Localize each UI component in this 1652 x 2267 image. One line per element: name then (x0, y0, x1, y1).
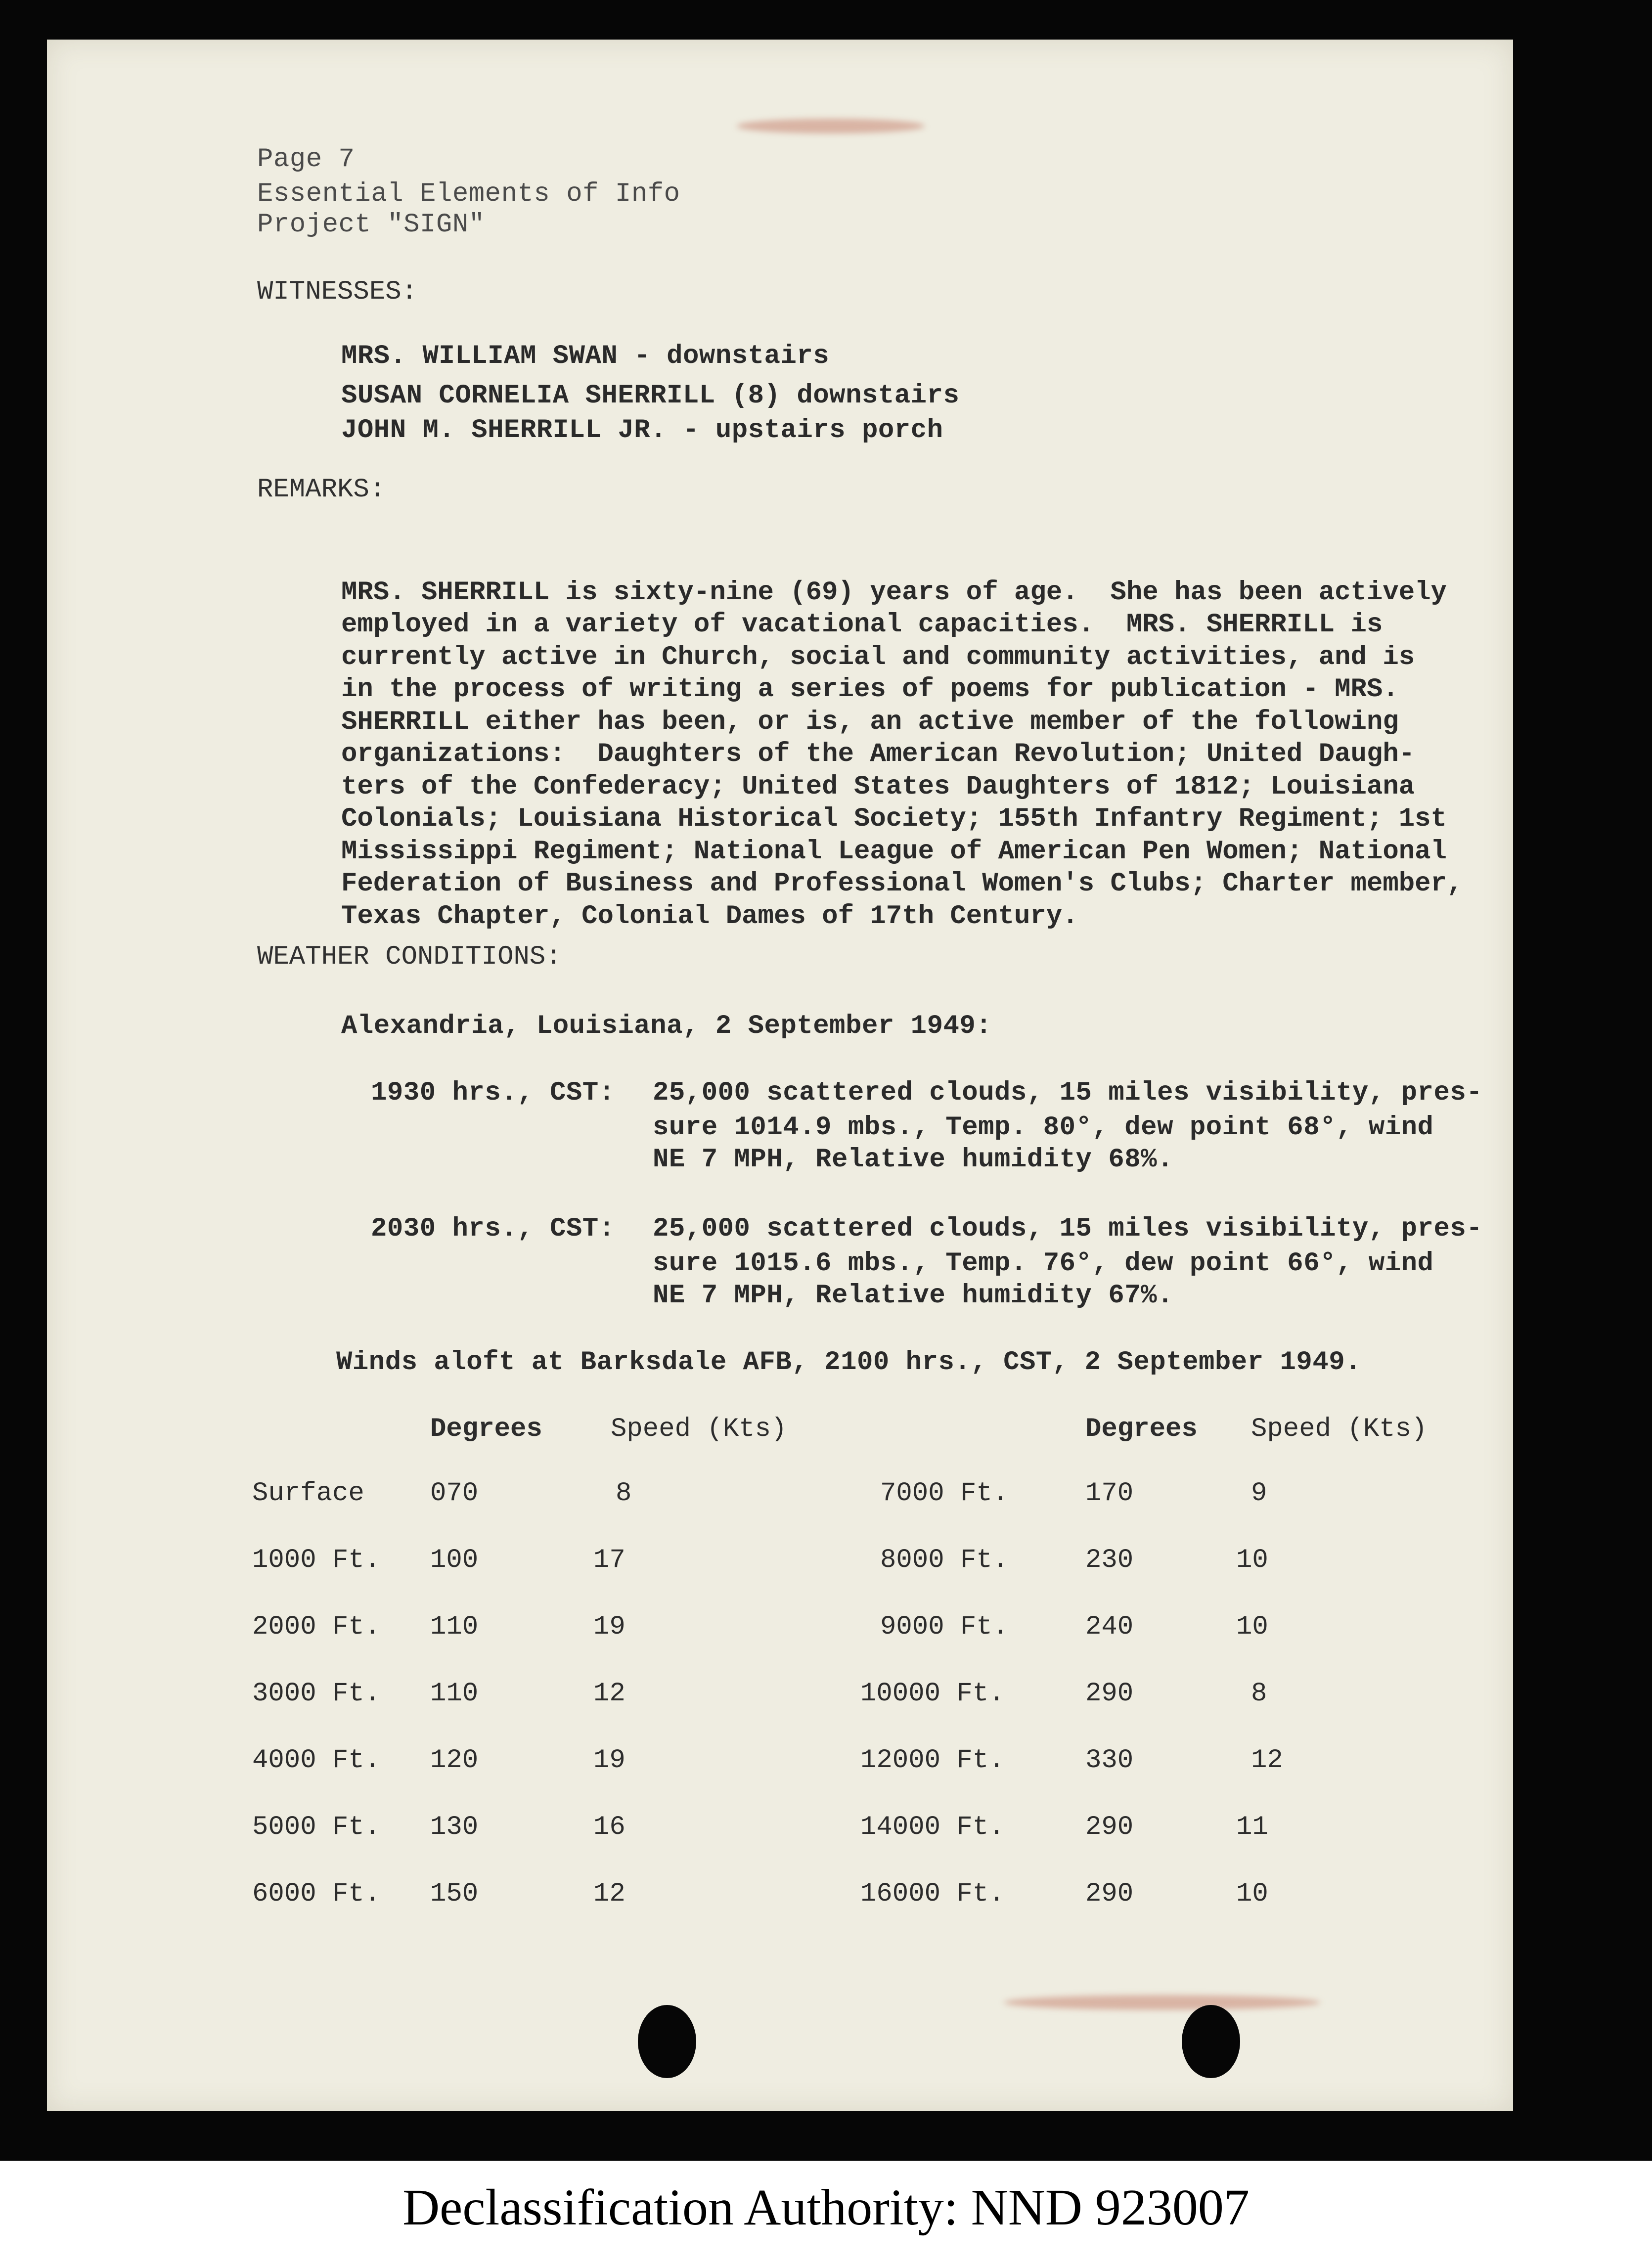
winds-row-altitude: 8000 Ft. (880, 1545, 1009, 1575)
winds-row-altitude: 9000 Ft. (880, 1612, 1009, 1642)
witness-3: JOHN M. SHERRILL JR. - upstairs porch (341, 415, 943, 445)
winds-row-degrees: 120 (430, 1745, 479, 1776)
winds-row-speed: 12 (1251, 1745, 1283, 1776)
observation-2-time: 2030 hrs., CST: (371, 1214, 615, 1244)
winds-header-degrees-right: Degrees (1085, 1414, 1198, 1444)
winds-header-speed-right: Speed (Kts) (1251, 1414, 1428, 1444)
winds-row-speed: 12 (593, 1679, 625, 1709)
project-name: Project "SIGN" (257, 210, 485, 240)
remarks-line: organizations: Daughters of the American Revolution; United Daugh- (341, 739, 1415, 769)
winds-row-speed: 9 (1251, 1478, 1267, 1509)
remarks-line: Texas Chapter, Colonial Dames of 17th Century. (341, 901, 1078, 932)
remarks-line: in the process of writing a series of poems for publication - MRS. (341, 674, 1399, 705)
observation-1-line: sure 1014.9 mbs., Temp. 80°, dew point 68°, wind (653, 1112, 1434, 1143)
remarks-paragraph (341, 544, 1493, 965)
winds-row-altitude: 7000 Ft. (880, 1478, 1009, 1509)
remarks-line: MRS. SHERRILL is sixty-nine (69) years of age. She has been actively (341, 577, 1447, 608)
remarks-line: ters of the Confederacy; United States Daughters of 1812; Louisiana (341, 771, 1415, 802)
winds-row-altitude: 6000 Ft. (252, 1879, 381, 1909)
winds-row-altitude: 4000 Ft. (252, 1745, 381, 1776)
remarks-line: currently active in Church, social and community activities, and is (341, 642, 1415, 672)
winds-row-altitude: 16000 Ft. (860, 1879, 1005, 1909)
winds-row-altitude: 2000 Ft. (252, 1612, 381, 1642)
declassification-footer: Declassification Authority: NND 923007 (402, 2179, 1250, 2236)
winds-row-degrees: 330 (1085, 1745, 1134, 1776)
winds-row-speed: 8 (616, 1478, 632, 1509)
remarks-line: SHERRILL either has been, or is, an active member of the following (341, 707, 1399, 737)
winds-row-altitude: 5000 Ft. (252, 1812, 381, 1842)
winds-row-degrees: 290 (1085, 1812, 1134, 1842)
witness-1: MRS. WILLIAM SWAN - downstairs (341, 341, 830, 371)
witness-2: SUSAN CORNELIA SHERRILL (8) downstairs (341, 381, 960, 411)
winds-row-degrees: 290 (1085, 1679, 1134, 1709)
weather-location: Alexandria, Louisiana, 2 September 1949: (341, 1011, 992, 1041)
observation-2-line: sure 1015.6 mbs., Temp. 76°, dew point 66°, wind (653, 1248, 1434, 1279)
winds-row-speed: 10 (1236, 1545, 1268, 1575)
winds-row-degrees: 290 (1085, 1879, 1134, 1909)
winds-row-degrees: 070 (430, 1478, 479, 1509)
observation-2-line: 25,000 scattered clouds, 15 miles visibility, pres- (653, 1214, 1483, 1244)
remarks-line: Mississippi Regiment; National League of American Pen Women; National (341, 836, 1447, 867)
page-number: Page 7 (257, 144, 355, 175)
winds-row-altitude: 14000 Ft. (860, 1812, 1005, 1842)
winds-row-speed: 12 (593, 1879, 625, 1909)
winds-row-degrees: 110 (430, 1679, 479, 1709)
winds-row-speed: 11 (1236, 1812, 1268, 1842)
winds-aloft-title: Winds aloft at Barksdale AFB, 2100 hrs., CST, 2 September 1949. (336, 1347, 1362, 1378)
winds-row-degrees: 100 (430, 1545, 479, 1575)
remarks-line: Colonials; Louisiana Historical Society; 155th Infantry Regiment; 1st (341, 804, 1447, 834)
observation-1-time: 1930 hrs., CST: (371, 1078, 615, 1108)
winds-row-speed: 19 (593, 1745, 625, 1776)
winds-row-speed: 19 (593, 1612, 625, 1642)
observation-1-line: NE 7 MPH, Relative humidity 68%. (653, 1145, 1173, 1175)
winds-row-speed: 10 (1236, 1612, 1268, 1642)
winds-row-speed: 8 (1251, 1679, 1267, 1709)
rust-stain-bottom (1004, 1995, 1320, 2010)
winds-row-altitude: Surface (252, 1478, 364, 1509)
punch-hole-right (1182, 2005, 1240, 2078)
document-subject: Essential Elements of Info (257, 179, 680, 209)
winds-header-degrees-left: Degrees (430, 1414, 542, 1444)
winds-row-degrees: 170 (1085, 1478, 1134, 1509)
winds-header-speed-left: Speed (Kts) (611, 1414, 787, 1444)
winds-row-degrees: 110 (430, 1612, 479, 1642)
witnesses-heading: WITNESSES: (257, 277, 418, 307)
remarks-line: employed in a variety of vacational capacities. MRS. SHERRILL is (341, 610, 1383, 640)
winds-row-degrees: 130 (430, 1812, 479, 1842)
winds-row-speed: 17 (593, 1545, 625, 1575)
rust-stain-top (737, 119, 925, 133)
observation-1-line: 25,000 scattered clouds, 15 miles visibility, pres- (653, 1078, 1483, 1108)
punch-hole-left (638, 2005, 696, 2078)
winds-row-degrees: 230 (1085, 1545, 1134, 1575)
winds-row-altitude: 1000 Ft. (252, 1545, 381, 1575)
winds-row-speed: 16 (593, 1812, 625, 1842)
winds-row-altitude: 3000 Ft. (252, 1679, 381, 1709)
winds-row-degrees: 150 (430, 1879, 479, 1909)
observation-2-line: NE 7 MPH, Relative humidity 67%. (653, 1281, 1173, 1311)
weather-heading: WEATHER CONDITIONS: (257, 942, 562, 972)
winds-row-altitude: 10000 Ft. (860, 1679, 1005, 1709)
remarks-line: Federation of Business and Professional Women's Clubs; Charter member, (341, 869, 1463, 899)
winds-row-speed: 10 (1236, 1879, 1268, 1909)
remarks-heading: REMARKS: (257, 475, 386, 505)
winds-row-altitude: 12000 Ft. (860, 1745, 1005, 1776)
winds-row-degrees: 240 (1085, 1612, 1134, 1642)
